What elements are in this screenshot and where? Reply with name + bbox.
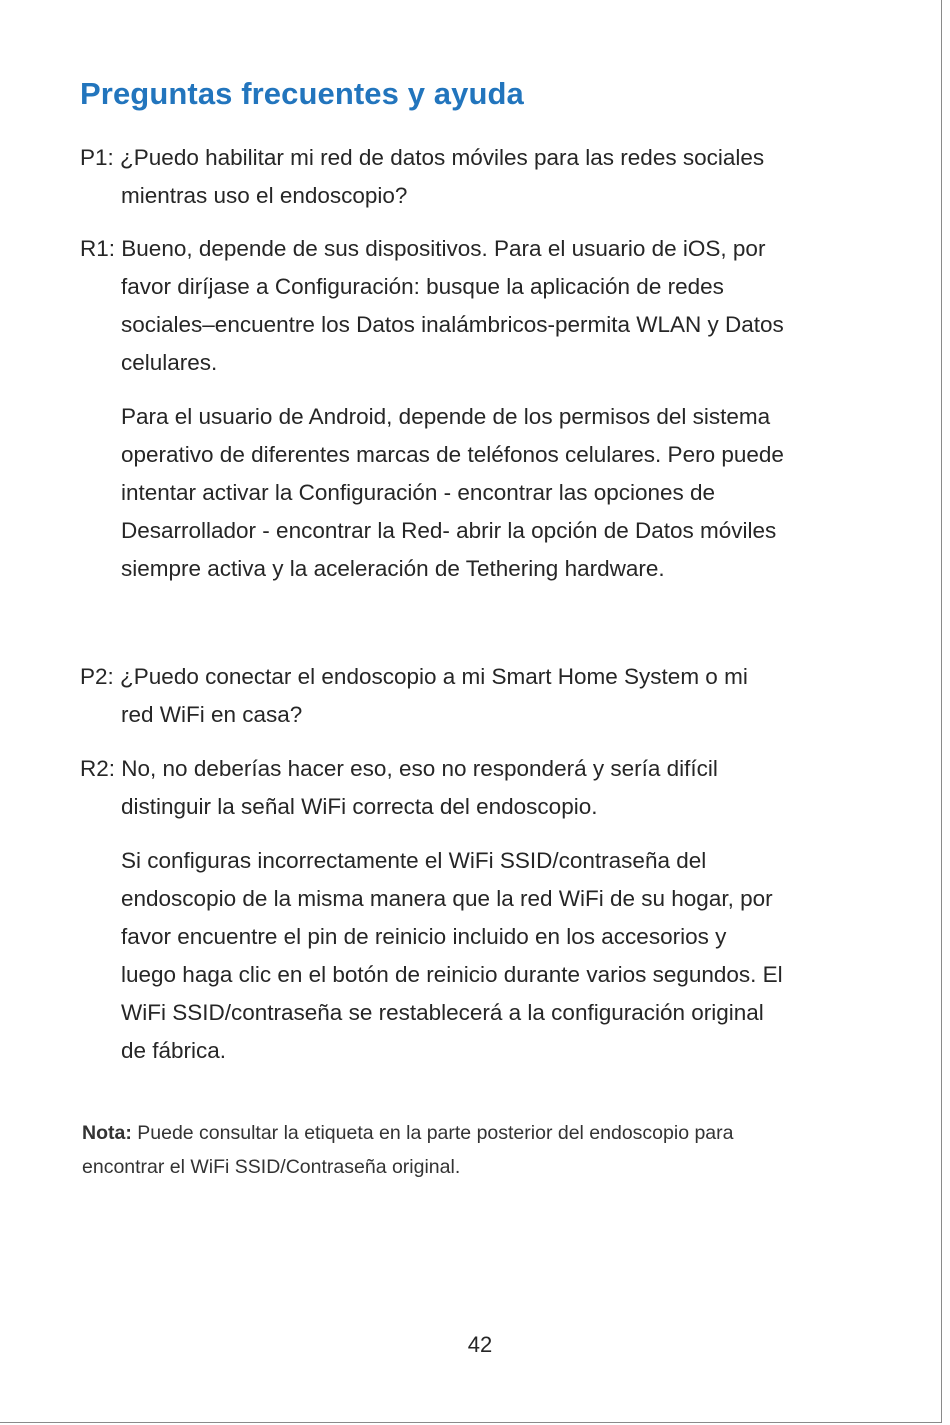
answer-2-line-1: R2: No, no deberías hacer eso, eso no responderá y sería difícil: [80, 756, 718, 781]
answer-2-reset-paragraph: [121, 842, 891, 1070]
question-1: [80, 139, 880, 215]
answer-2-reset-line: endoscopio de la misma manera que la red WiFi de su hogar, por: [121, 886, 773, 911]
answer-1-android-line: Desarrollador - encontrar la Red- abrir la opción de Datos móviles: [121, 518, 777, 543]
answer-2-reset-line: Si configuras incorrectamente el WiFi SSID/contraseña del: [121, 848, 707, 873]
answer-1-line-2: favor diríjase a Configuración: busque la aplicación de redes: [121, 274, 724, 299]
answer-2-reset-line: luego haga clic en el botón de reinicio durante varios segundos. El: [121, 962, 783, 987]
answer-1-android-paragraph: [121, 398, 891, 588]
answer-2-line-2: distinguir la señal WiFi correcta del endoscopio.: [121, 794, 598, 819]
note-line-2: encontrar el WiFi SSID/Contraseña original.: [82, 1156, 461, 1178]
question-1-line-1: P1: ¿Puedo habilitar mi red de datos móviles para las redes sociales: [80, 145, 765, 170]
page-title: Preguntas frecuentes y ayuda: [80, 76, 524, 111]
answer-1-prefix: R1:: [80, 236, 116, 261]
answer-1-line-1: R1: Bueno, depende de sus dispositivos. Para el usuario de iOS, por: [80, 236, 766, 261]
answer-2-reset-line: favor encuentre el pin de reinicio incluido en los accesorios y: [121, 924, 727, 949]
question-1-line-2: mientras uso el endoscopio?: [121, 183, 408, 208]
answer-1-line-4: celulares.: [121, 350, 218, 375]
answer-1-android-line: Para el usuario de Android, depende de los permisos del sistema: [121, 404, 771, 429]
answer-1-android-line: operativo de diferentes marcas de teléfonos celulares. Pero puede: [121, 442, 784, 467]
question-2-prefix: P2:: [80, 664, 114, 689]
answer-1-line-3: sociales–encuentre los Datos inalámbricos-permita WLAN y Datos: [121, 312, 784, 337]
question-1-prefix: P1:: [80, 145, 114, 170]
answer-2: [80, 750, 880, 826]
answer-2-prefix: R2:: [80, 756, 116, 781]
answer-2-reset-line: de fábrica.: [121, 1038, 227, 1063]
answer-2-reset-line: WiFi SSID/contraseña se restablecerá a la configuración original: [121, 1000, 764, 1025]
question-2: [80, 658, 880, 734]
note-label: Nota:: [82, 1122, 132, 1144]
answer-1: [80, 230, 880, 382]
note: [82, 1116, 734, 1184]
answer-1-android-line: intentar activar la Configuración - encontrar las opciones de: [121, 480, 716, 505]
question-2-line-2: red WiFi en casa?: [121, 702, 303, 727]
note-line-1: Nota: Puede consultar la etiqueta en la parte posterior del endoscopio para: [82, 1122, 734, 1144]
answer-1-android-line: siempre activa y la aceleración de Tethering hardware.: [121, 556, 665, 581]
page-number: 42: [467, 1332, 493, 1357]
question-2-line-1: P2: ¿Puedo conectar el endoscopio a mi Smart Home System o mi: [80, 664, 748, 689]
